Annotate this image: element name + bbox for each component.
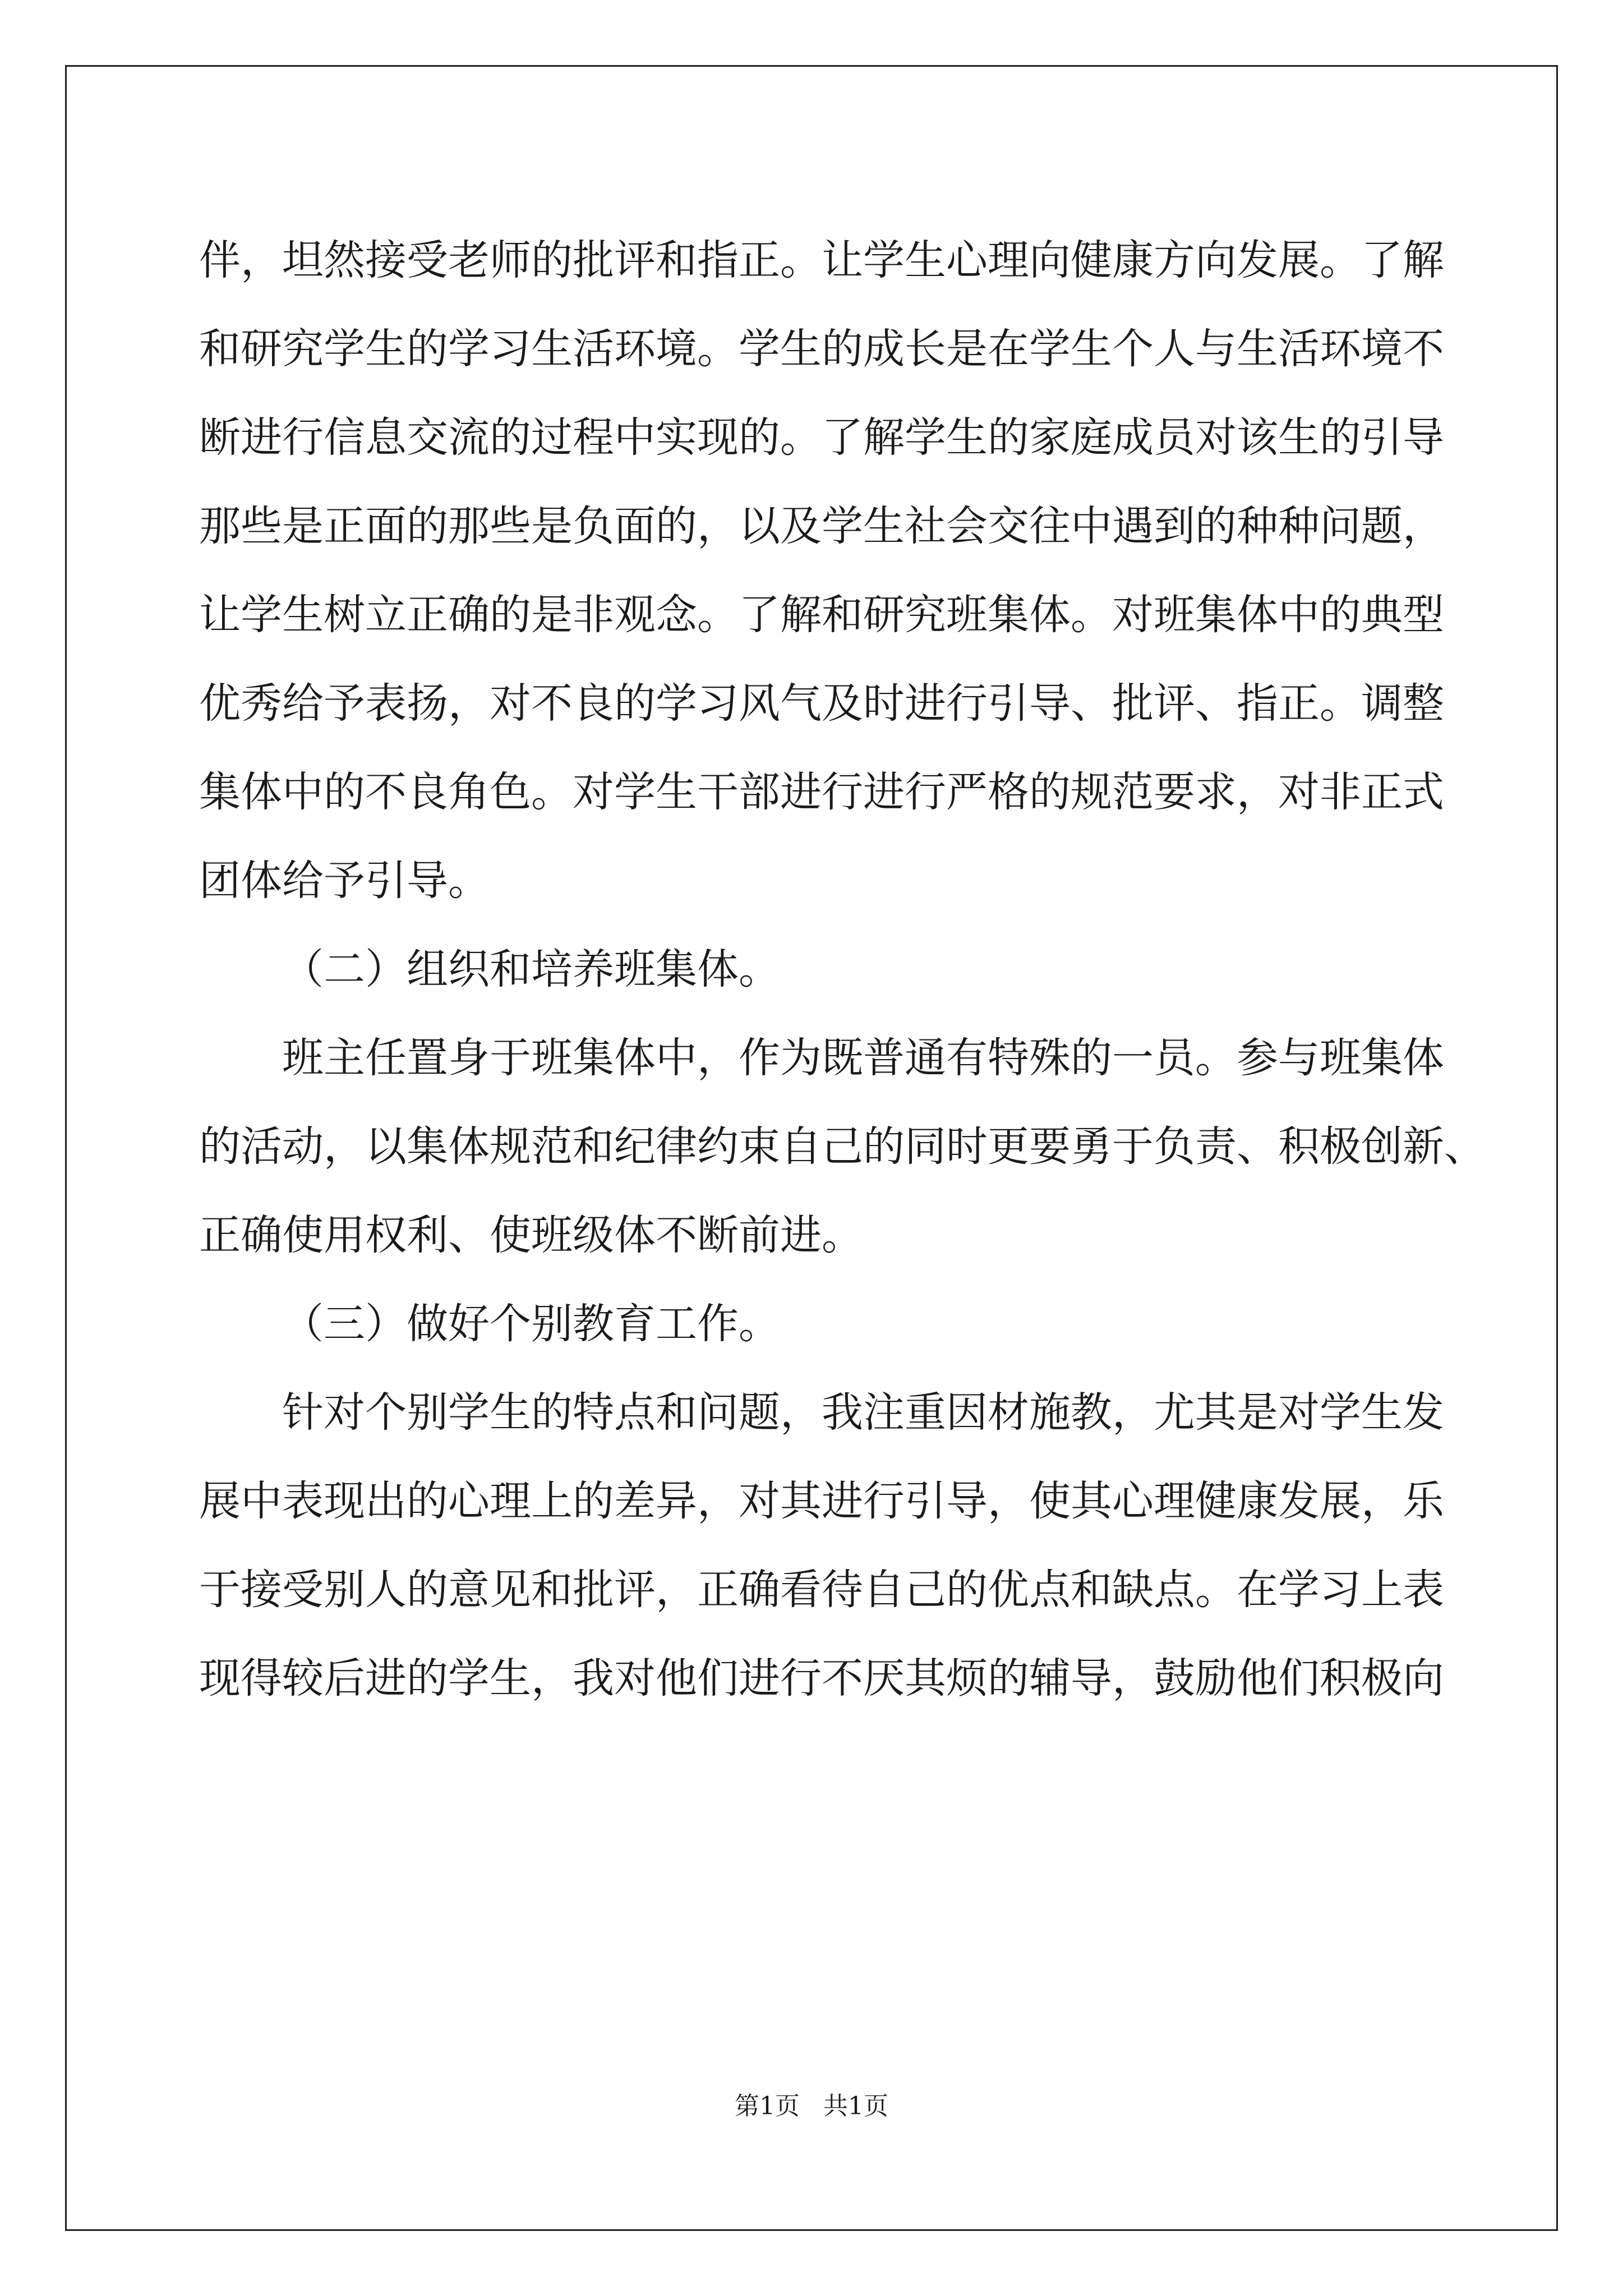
document-body: [199, 216, 1489, 1723]
text-line: 那些是正面的那些是负面的，以及学生社会交往中遇到的种种问题，: [199, 502, 1444, 550]
text-line: 针对个别学生的特点和问题，我注重因材施教，尤其是对学生发: [282, 1388, 1444, 1437]
text-line: 的活动，以集体规范和纪律约束自己的同时更要勇于负责、积极创新、: [199, 1122, 1486, 1171]
text-line: 让学生树立正确的是非观念。了解和研究班集体。对班集体中的典型: [199, 591, 1444, 639]
section-heading: （二）组织和培养班集体。: [282, 945, 780, 993]
text-line: 班主任置身于班集体中，作为既普通有特殊的一员。参与班集体: [282, 1034, 1444, 1082]
text-line: 于接受别人的意见和批评，正确看待自己的优点和缺点。在学习上表: [199, 1566, 1444, 1614]
section-heading: （三）做好个别教育工作。: [282, 1300, 780, 1348]
text-line: 团体给予引导。: [199, 857, 490, 905]
text-line: 集体中的不良角色。对学生干部进行进行严格的规范要求，对非正式: [199, 768, 1444, 816]
text-line: 优秀给予表扬，对不良的学习风气及时进行引导、批评、指正。调整: [199, 679, 1444, 728]
text-line: 和研究学生的学习生活环境。学生的成长是在学生个人与生活环境不: [199, 325, 1444, 373]
page-number-footer: 第1页 共1页: [735, 2092, 888, 2120]
text-line: 正确使用权利、使班级体不断前进。: [199, 1211, 863, 1259]
text-line: 伴，坦然接受老师的批评和指正。让学生心理向健康方向发展。了解: [199, 236, 1444, 284]
text-line: 断进行信息交流的过程中实现的。了解学生的家庭成员对该生的引导: [199, 413, 1444, 462]
text-line: 现得较后进的学生，我对他们进行不厌其烦的辅导，鼓励他们积极向: [199, 1654, 1444, 1703]
text-line: 展中表现出的心理上的差异，对其进行引导，使其心理健康发展，乐: [199, 1477, 1444, 1525]
